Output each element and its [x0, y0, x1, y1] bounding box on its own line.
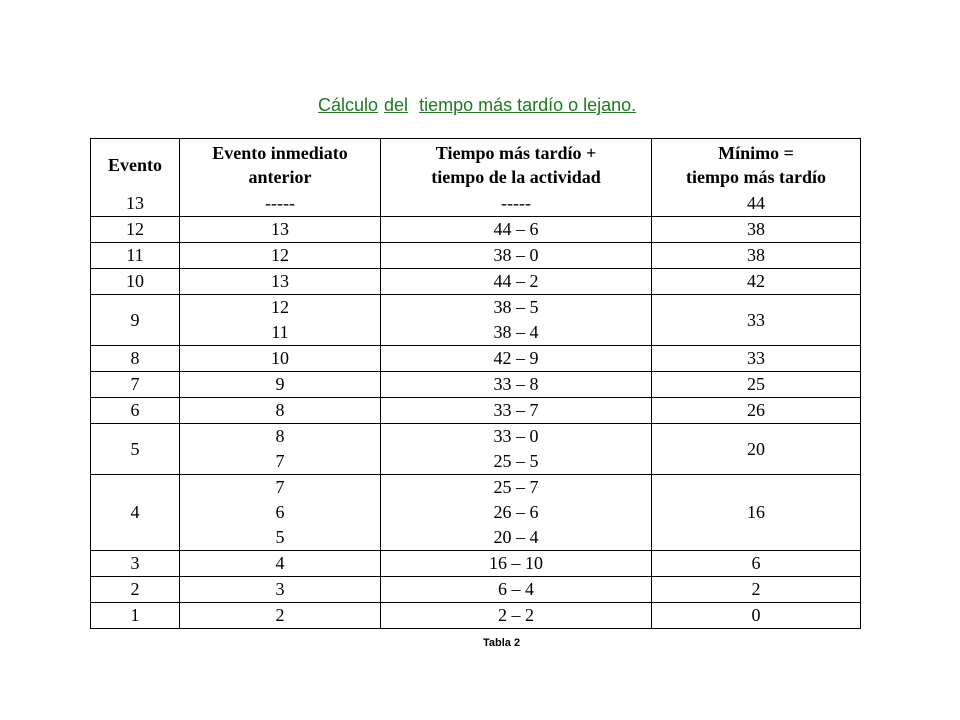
cell-minimo: 0	[652, 602, 861, 628]
cell-anterior	[180, 191, 381, 217]
cell-anterior-value: 8	[275, 425, 285, 446]
cell-anterior	[180, 242, 381, 268]
table-row	[91, 345, 861, 371]
cell-tiempo-value: 25 – 5	[493, 450, 539, 471]
cell-anterior	[180, 268, 381, 294]
cell-evento: 3	[91, 550, 180, 576]
cell-tiempo-value: 33 – 0	[493, 425, 539, 446]
cell-anterior-value: 8	[275, 399, 285, 420]
header-evento-anterior	[180, 139, 381, 191]
header-evento: Evento	[91, 139, 180, 191]
cell-anterior-value: -----	[265, 192, 295, 213]
cell-tiempo-value: 38 – 4	[493, 321, 539, 342]
cell-tiempo-value: 20 – 4	[493, 526, 539, 547]
cell-evento: 5	[91, 423, 180, 474]
cell-minimo: 33	[652, 345, 861, 371]
cell-anterior	[180, 294, 381, 345]
table-row	[91, 242, 861, 268]
table-row	[91, 191, 861, 217]
cell-anterior	[180, 397, 381, 423]
cell-tiempo-value: 2 – 2	[498, 604, 534, 625]
cell-evento: 11	[91, 242, 180, 268]
cell-minimo: 42	[652, 268, 861, 294]
cell-minimo: 25	[652, 371, 861, 397]
cell-tiempo-value: 33 – 8	[493, 373, 539, 394]
cell-anterior-value: 10	[271, 347, 289, 368]
title-part-calculo: Cálculo	[318, 95, 379, 115]
cell-tiempo	[381, 191, 652, 217]
cell-anterior-value: 7	[275, 476, 285, 497]
cell-anterior	[180, 576, 381, 602]
header-minimo-line1: Mínimo =	[718, 142, 794, 163]
cell-minimo: 33	[652, 294, 861, 345]
cell-evento: 13	[91, 191, 180, 217]
cell-evento: 10	[91, 268, 180, 294]
cell-tiempo	[381, 345, 652, 371]
cell-anterior-value: 13	[271, 218, 289, 239]
cell-tiempo-value: 33 – 7	[493, 399, 539, 420]
header-anterior-line1: Evento inmediato	[212, 142, 348, 163]
cell-anterior	[180, 371, 381, 397]
cell-minimo: 2	[652, 576, 861, 602]
cell-anterior-value: 7	[275, 450, 285, 471]
table-row	[91, 602, 861, 628]
cell-minimo: 38	[652, 216, 861, 242]
header-minimo	[652, 139, 861, 191]
table-row	[91, 423, 861, 474]
cell-tiempo	[381, 602, 652, 628]
cell-tiempo-value: 42 – 9	[493, 347, 539, 368]
table-row	[91, 371, 861, 397]
cell-anterior	[180, 216, 381, 242]
cell-anterior-value: 12	[271, 244, 289, 265]
cell-tiempo	[381, 294, 652, 345]
cell-anterior	[180, 602, 381, 628]
table-row	[91, 397, 861, 423]
table-caption: Tabla 2	[483, 637, 521, 649]
cell-tiempo-value: 25 – 7	[493, 476, 539, 497]
cell-minimo: 38	[652, 242, 861, 268]
cell-minimo: 26	[652, 397, 861, 423]
cell-tiempo	[381, 242, 652, 268]
cell-anterior-value: 5	[275, 526, 285, 547]
cell-evento: 8	[91, 345, 180, 371]
table-row	[91, 474, 861, 550]
cell-anterior-value: 3	[275, 578, 285, 599]
cell-evento: 9	[91, 294, 180, 345]
table-row	[91, 216, 861, 242]
cell-anterior-value: 2	[275, 604, 285, 625]
cell-tiempo	[381, 474, 652, 550]
header-minimo-line2: tiempo más tardío	[686, 166, 826, 187]
cell-tiempo-value: 6 – 4	[498, 578, 534, 599]
cell-minimo: 16	[652, 474, 861, 550]
events-table	[90, 138, 861, 629]
title-part-del: del	[384, 95, 409, 115]
cell-tiempo-value: 38 – 5	[493, 296, 539, 317]
header-tiempo-line1: Tiempo más tardío +	[435, 142, 597, 163]
cell-evento: 12	[91, 216, 180, 242]
header-tiempo	[381, 139, 652, 191]
table-row	[91, 294, 861, 345]
cell-tiempo-value: 16 – 10	[489, 552, 543, 573]
cell-evento: 1	[91, 602, 180, 628]
cell-minimo: 20	[652, 423, 861, 474]
cell-anterior	[180, 423, 381, 474]
cell-tiempo	[381, 576, 652, 602]
cell-tiempo-value: 44 – 6	[493, 218, 539, 239]
cell-anterior	[180, 345, 381, 371]
cell-evento: 2	[91, 576, 180, 602]
cell-anterior-value: 9	[275, 373, 285, 394]
cell-tiempo	[381, 371, 652, 397]
header-anterior-line2: anterior	[248, 166, 312, 187]
cell-evento: 4	[91, 474, 180, 550]
cell-tiempo	[381, 550, 652, 576]
header-tiempo-line2: tiempo de la actividad	[431, 166, 601, 187]
cell-minimo: 44	[652, 191, 861, 217]
cell-tiempo	[381, 268, 652, 294]
cell-anterior-value: 4	[275, 552, 285, 573]
table-row	[91, 550, 861, 576]
table-row	[91, 268, 861, 294]
cell-anterior-value: 11	[271, 321, 289, 342]
cell-evento: 6	[91, 397, 180, 423]
cell-tiempo	[381, 423, 652, 474]
cell-tiempo	[381, 216, 652, 242]
title-part-tiempo: tiempo más tardío o lejano.	[419, 95, 637, 115]
cell-anterior-value: 13	[271, 270, 289, 291]
cell-tiempo-value: 26 – 6	[493, 501, 539, 522]
cell-tiempo	[381, 397, 652, 423]
cell-anterior	[180, 474, 381, 550]
cell-anterior	[180, 550, 381, 576]
table-body	[91, 191, 861, 629]
cell-tiempo-value: 44 – 2	[493, 270, 539, 291]
cell-tiempo-value: 38 – 0	[493, 244, 539, 265]
page-title	[318, 95, 636, 116]
cell-evento: 7	[91, 371, 180, 397]
cell-minimo: 6	[652, 550, 861, 576]
cell-anterior-value: 6	[275, 501, 285, 522]
table-row	[91, 576, 861, 602]
cell-anterior-value: 12	[271, 296, 289, 317]
table-header-row	[91, 139, 861, 191]
cell-tiempo-value: -----	[501, 192, 531, 213]
